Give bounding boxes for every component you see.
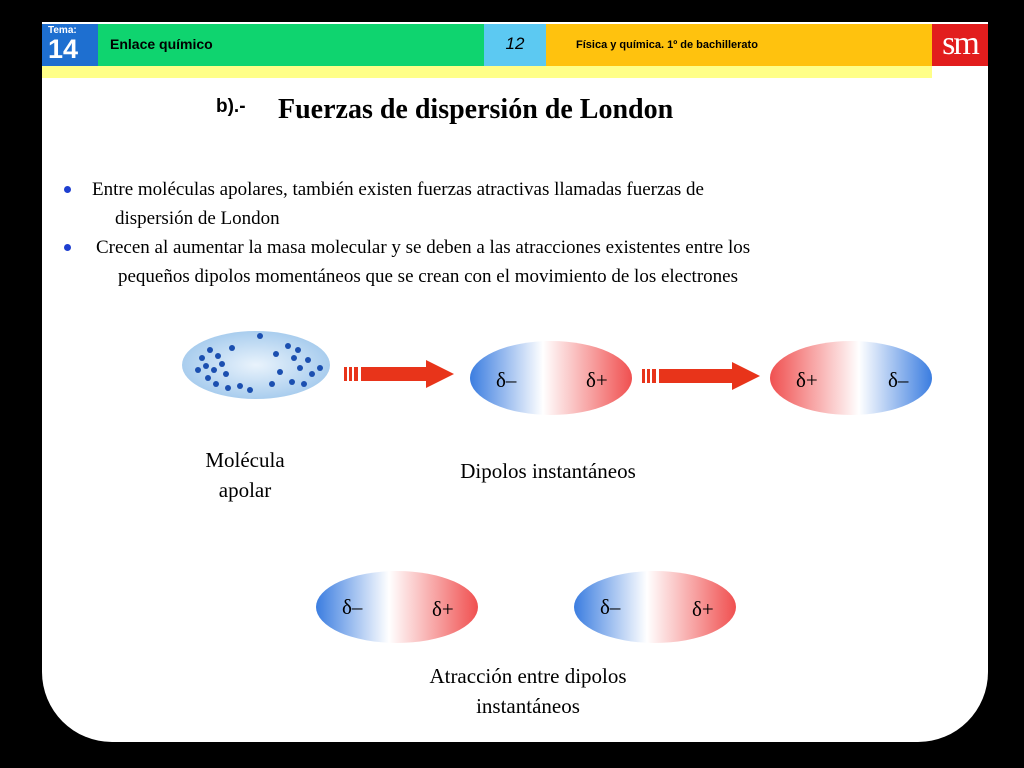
dipole-2-negative: δ– xyxy=(888,368,909,392)
dipole-2 xyxy=(768,339,934,417)
topic-number-box xyxy=(42,24,98,66)
bullet-dot-icon xyxy=(64,244,71,251)
course-box xyxy=(546,24,932,66)
apolar-label-line-2: apolar xyxy=(218,478,272,502)
unit-title-box xyxy=(98,24,484,66)
dipole-4-positive: δ+ xyxy=(692,597,714,621)
apolar-molecule xyxy=(180,328,332,402)
publisher-logo: sm xyxy=(932,24,988,66)
dipole-3-negative: δ– xyxy=(342,595,363,619)
bullet-1 xyxy=(60,175,980,235)
arrow-right-icon xyxy=(642,362,762,390)
section-letter: b).- xyxy=(216,96,246,117)
bullet-1-line-2: dispersión de London xyxy=(115,208,280,229)
dipole-1-positive: δ+ xyxy=(586,368,608,392)
dipole-2-positive: δ+ xyxy=(796,368,818,392)
page-number: 12 xyxy=(505,34,525,53)
slide xyxy=(42,22,988,742)
topic-number: 14 xyxy=(48,34,79,64)
bullet-1-line-1: Entre moléculas apolares, también existen fuerzas atractivas llamadas fuerzas de xyxy=(92,179,704,200)
course-title: Física y química. 1º de bachillerato xyxy=(576,39,758,51)
header-stripe xyxy=(42,66,932,78)
atraccion-label xyxy=(388,661,668,721)
apolar-label xyxy=(178,445,312,505)
bullet-2 xyxy=(60,233,980,293)
dipole-4-negative: δ– xyxy=(600,595,621,619)
atraccion-label-line-2: instantáneos xyxy=(476,694,580,718)
atraccion-label-line-1: Atracción entre dipolos xyxy=(429,664,627,688)
slide-header xyxy=(42,22,988,78)
bullet-dot-icon xyxy=(64,186,71,193)
page-number-box xyxy=(484,24,546,66)
dipolos-label: Dipolos instantáneos xyxy=(460,459,636,483)
topic-label: Tema: xyxy=(48,25,77,36)
dipole-3 xyxy=(314,569,480,645)
bullet-2-line-2: pequeños dipolos momentáneos que se crean con el movimiento de los electrones xyxy=(118,266,738,287)
bullet-2-line-1: Crecen al aumentar la masa molecular y se deben a las atracciones existentes entre los xyxy=(96,237,751,258)
section-title: Fuerzas de dispersión de London xyxy=(278,94,674,125)
dipole-3-positive: δ+ xyxy=(432,597,454,621)
arrow-right-icon xyxy=(344,360,456,388)
unit-title: Enlace químico xyxy=(110,36,213,52)
dipole-1 xyxy=(468,339,634,417)
apolar-label-line-1: Molécula xyxy=(205,448,285,472)
dipole-1-negative: δ– xyxy=(496,368,517,392)
